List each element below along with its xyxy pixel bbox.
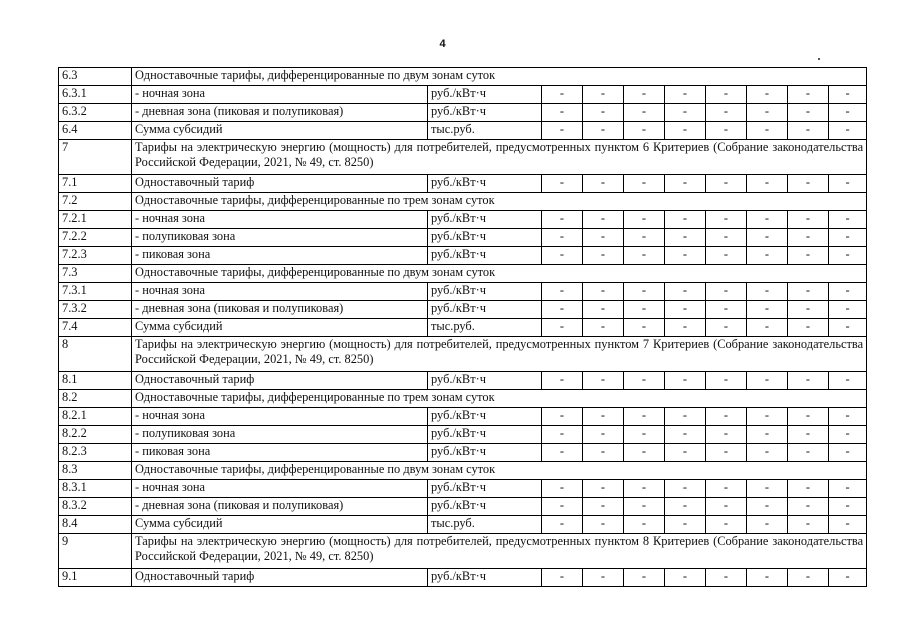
value-cell: -	[583, 86, 624, 104]
value-cell: -	[665, 444, 706, 462]
section-title: Тарифы на электрическую энергию (мощность) для потребителей, предусмотренных пунктом 6 Критериев (Собрание законодательства Российской Федерации, 2021, № 49, ст. 8250)	[132, 140, 867, 175]
value-cell: -	[583, 175, 624, 193]
value-cell: -	[829, 516, 867, 534]
value-cell: -	[542, 444, 583, 462]
row-unit: руб./кВт·ч	[428, 175, 542, 193]
row-number: 6.3.2	[59, 104, 132, 122]
value-cell: -	[583, 480, 624, 498]
row-name: Сумма субсидий	[132, 319, 428, 337]
row-number: 8.2.3	[59, 444, 132, 462]
value-cell: -	[706, 211, 747, 229]
row-number: 7.4	[59, 319, 132, 337]
value-cell: -	[829, 175, 867, 193]
value-cell: -	[829, 426, 867, 444]
table-row	[59, 283, 867, 301]
value-cell: -	[788, 211, 829, 229]
value-cell: -	[747, 104, 788, 122]
value-cell: -	[665, 175, 706, 193]
value-cell: -	[706, 408, 747, 426]
value-cell: -	[542, 301, 583, 319]
subsection-title: Одноставочные тарифы, дифференцированные по двум зонам суток	[132, 265, 867, 283]
row-unit: тыс.руб.	[428, 516, 542, 534]
table-row	[59, 193, 867, 211]
value-cell: -	[788, 122, 829, 140]
table-row	[59, 104, 867, 122]
value-cell: -	[542, 122, 583, 140]
value-cell: -	[829, 283, 867, 301]
value-cell: -	[542, 104, 583, 122]
row-number: 7	[59, 140, 132, 175]
value-cell: -	[747, 426, 788, 444]
row-unit: руб./кВт·ч	[428, 211, 542, 229]
value-cell: -	[542, 569, 583, 587]
value-cell: -	[583, 498, 624, 516]
row-unit: тыс.руб.	[428, 122, 542, 140]
value-cell: -	[665, 372, 706, 390]
row-number: 8.4	[59, 516, 132, 534]
value-cell: -	[583, 301, 624, 319]
value-cell: -	[624, 319, 665, 337]
row-name: Одноставочный тариф	[132, 569, 428, 587]
value-cell: -	[788, 516, 829, 534]
value-cell: -	[583, 569, 624, 587]
table-row	[59, 68, 867, 86]
value-cell: -	[747, 247, 788, 265]
value-cell: -	[583, 516, 624, 534]
row-name: - ночная зона	[132, 211, 428, 229]
section-title: Тарифы на электрическую энергию (мощность) для потребителей, предусмотренных пунктом 8 Критериев (Собрание законодательства Российской Федерации, 2021, № 49, ст. 8250)	[132, 534, 867, 569]
row-number: 8	[59, 337, 132, 372]
row-unit: руб./кВт·ч	[428, 426, 542, 444]
value-cell: -	[706, 283, 747, 301]
row-unit: руб./кВт·ч	[428, 229, 542, 247]
row-unit: тыс.руб.	[428, 319, 542, 337]
row-number: 8.2	[59, 390, 132, 408]
value-cell: -	[706, 104, 747, 122]
row-name: Одноставочный тариф	[132, 372, 428, 390]
value-cell: -	[788, 498, 829, 516]
value-cell: -	[542, 86, 583, 104]
value-cell: -	[665, 86, 706, 104]
row-name: - пиковая зона	[132, 444, 428, 462]
row-name: - полупиковая зона	[132, 426, 428, 444]
value-cell: -	[542, 283, 583, 301]
row-name: - ночная зона	[132, 480, 428, 498]
value-cell: -	[747, 444, 788, 462]
value-cell: -	[788, 86, 829, 104]
table-row	[59, 265, 867, 283]
value-cell: -	[829, 480, 867, 498]
row-unit: руб./кВт·ч	[428, 498, 542, 516]
row-number: 8.3	[59, 462, 132, 480]
value-cell: -	[624, 283, 665, 301]
value-cell: -	[542, 211, 583, 229]
value-cell: -	[788, 480, 829, 498]
value-cell: -	[583, 372, 624, 390]
value-cell: -	[665, 283, 706, 301]
subsection-title: Одноставочные тарифы, дифференцированные по двум зонам суток	[132, 68, 867, 86]
value-cell: -	[829, 498, 867, 516]
row-unit: руб./кВт·ч	[428, 283, 542, 301]
value-cell: -	[788, 426, 829, 444]
value-cell: -	[747, 498, 788, 516]
value-cell: -	[747, 319, 788, 337]
value-cell: -	[624, 569, 665, 587]
row-number: 7.2	[59, 193, 132, 211]
value-cell: -	[624, 122, 665, 140]
value-cell: -	[706, 569, 747, 587]
value-cell: -	[829, 86, 867, 104]
table-row	[59, 86, 867, 104]
value-cell: -	[583, 319, 624, 337]
value-cell: -	[706, 516, 747, 534]
value-cell: -	[624, 408, 665, 426]
section-title: Тарифы на электрическую энергию (мощность) для потребителей, предусмотренных пунктом 7 Критериев (Собрание законодательства Российской Федерации, 2021, № 49, ст. 8250)	[132, 337, 867, 372]
row-unit: руб./кВт·ч	[428, 104, 542, 122]
row-unit: руб./кВт·ч	[428, 247, 542, 265]
row-number: 7.2.1	[59, 211, 132, 229]
table-row	[59, 408, 867, 426]
row-number: 7.3	[59, 265, 132, 283]
value-cell: -	[706, 122, 747, 140]
value-cell: -	[706, 229, 747, 247]
value-cell: -	[624, 426, 665, 444]
value-cell: -	[829, 211, 867, 229]
table-row	[59, 480, 867, 498]
table-row	[59, 444, 867, 462]
table-row	[59, 211, 867, 229]
value-cell: -	[542, 498, 583, 516]
value-cell: -	[706, 175, 747, 193]
value-cell: -	[747, 569, 788, 587]
table-row	[59, 319, 867, 337]
row-name: Сумма субсидий	[132, 516, 428, 534]
value-cell: -	[829, 229, 867, 247]
value-cell: -	[788, 319, 829, 337]
row-unit: руб./кВт·ч	[428, 86, 542, 104]
value-cell: -	[665, 319, 706, 337]
row-number: 9	[59, 534, 132, 569]
value-cell: -	[665, 516, 706, 534]
row-unit: руб./кВт·ч	[428, 480, 542, 498]
row-number: 7.1	[59, 175, 132, 193]
value-cell: -	[829, 104, 867, 122]
value-cell: -	[624, 229, 665, 247]
value-cell: -	[829, 247, 867, 265]
value-cell: -	[624, 211, 665, 229]
table-row	[59, 372, 867, 390]
value-cell: -	[706, 498, 747, 516]
row-unit: руб./кВт·ч	[428, 444, 542, 462]
table-row	[59, 516, 867, 534]
subsection-title: Одноставочные тарифы, дифференцированные по трем зонам суток	[132, 193, 867, 211]
value-cell: -	[829, 569, 867, 587]
value-cell: -	[665, 229, 706, 247]
value-cell: -	[665, 247, 706, 265]
value-cell: -	[829, 301, 867, 319]
row-number: 7.2.3	[59, 247, 132, 265]
value-cell: -	[829, 372, 867, 390]
row-number: 8.2.2	[59, 426, 132, 444]
value-cell: -	[706, 426, 747, 444]
row-unit: руб./кВт·ч	[428, 408, 542, 426]
value-cell: -	[747, 283, 788, 301]
value-cell: -	[665, 301, 706, 319]
value-cell: -	[788, 444, 829, 462]
row-unit: руб./кВт·ч	[428, 372, 542, 390]
table-row	[59, 140, 867, 175]
value-cell: -	[542, 516, 583, 534]
value-cell: -	[583, 247, 624, 265]
value-cell: -	[788, 569, 829, 587]
value-cell: -	[665, 498, 706, 516]
value-cell: -	[665, 122, 706, 140]
row-number: 8.3.1	[59, 480, 132, 498]
table-row	[59, 390, 867, 408]
row-unit: руб./кВт·ч	[428, 301, 542, 319]
table-row	[59, 337, 867, 372]
table-row	[59, 247, 867, 265]
row-name: - дневная зона (пиковая и полупиковая)	[132, 498, 428, 516]
value-cell: -	[542, 480, 583, 498]
row-name: - ночная зона	[132, 86, 428, 104]
value-cell: -	[788, 247, 829, 265]
value-cell: -	[583, 104, 624, 122]
value-cell: -	[665, 569, 706, 587]
value-cell: -	[624, 444, 665, 462]
value-cell: -	[665, 426, 706, 444]
row-number: 6.3.1	[59, 86, 132, 104]
row-number: 6.3	[59, 68, 132, 86]
row-name: Одноставочный тариф	[132, 175, 428, 193]
value-cell: -	[583, 408, 624, 426]
row-unit: руб./кВт·ч	[428, 569, 542, 587]
value-cell: -	[542, 319, 583, 337]
row-name: - дневная зона (пиковая и полупиковая)	[132, 104, 428, 122]
row-name: - полупиковая зона	[132, 229, 428, 247]
value-cell: -	[788, 301, 829, 319]
row-name: Сумма субсидий	[132, 122, 428, 140]
table-row	[59, 122, 867, 140]
value-cell: -	[747, 372, 788, 390]
value-cell: -	[542, 175, 583, 193]
value-cell: -	[665, 211, 706, 229]
value-cell: -	[706, 319, 747, 337]
value-cell: -	[706, 444, 747, 462]
page-number: 4	[439, 38, 446, 50]
value-cell: -	[788, 175, 829, 193]
value-cell: -	[624, 175, 665, 193]
row-number: 8.1	[59, 372, 132, 390]
row-number: 9.1	[59, 569, 132, 587]
table-row	[59, 229, 867, 247]
value-cell: -	[829, 122, 867, 140]
tariff-table	[58, 67, 867, 587]
value-cell: -	[624, 516, 665, 534]
value-cell: -	[747, 301, 788, 319]
table-row	[59, 534, 867, 569]
subsection-title: Одноставочные тарифы, дифференцированные по двум зонам суток	[132, 462, 867, 480]
row-number: 8.3.2	[59, 498, 132, 516]
value-cell: -	[583, 211, 624, 229]
row-number: 7.3.2	[59, 301, 132, 319]
row-number: 6.4	[59, 122, 132, 140]
value-cell: -	[665, 480, 706, 498]
table-row	[59, 426, 867, 444]
value-cell: -	[706, 480, 747, 498]
table-row	[59, 498, 867, 516]
value-cell: -	[788, 229, 829, 247]
table-row	[59, 175, 867, 193]
value-cell: -	[706, 301, 747, 319]
value-cell: -	[624, 480, 665, 498]
value-cell: -	[788, 372, 829, 390]
value-cell: -	[747, 408, 788, 426]
value-cell: -	[624, 301, 665, 319]
value-cell: -	[583, 283, 624, 301]
value-cell: -	[788, 283, 829, 301]
value-cell: -	[747, 229, 788, 247]
value-cell: -	[624, 86, 665, 104]
value-cell: -	[706, 372, 747, 390]
row-number: 8.2.1	[59, 408, 132, 426]
row-name: - ночная зона	[132, 283, 428, 301]
scan-mark	[818, 58, 820, 60]
value-cell: -	[665, 104, 706, 122]
value-cell: -	[788, 104, 829, 122]
value-cell: -	[747, 122, 788, 140]
subsection-title: Одноставочные тарифы, дифференцированные по трем зонам суток	[132, 390, 867, 408]
value-cell: -	[829, 319, 867, 337]
value-cell: -	[624, 372, 665, 390]
table-row	[59, 301, 867, 319]
row-number: 7.2.2	[59, 229, 132, 247]
table-row	[59, 462, 867, 480]
value-cell: -	[624, 247, 665, 265]
value-cell: -	[706, 86, 747, 104]
value-cell: -	[583, 444, 624, 462]
value-cell: -	[542, 247, 583, 265]
value-cell: -	[583, 122, 624, 140]
value-cell: -	[747, 86, 788, 104]
value-cell: -	[583, 229, 624, 247]
value-cell: -	[542, 229, 583, 247]
value-cell: -	[583, 426, 624, 444]
value-cell: -	[747, 175, 788, 193]
value-cell: -	[747, 211, 788, 229]
value-cell: -	[706, 247, 747, 265]
value-cell: -	[542, 408, 583, 426]
row-number: 7.3.1	[59, 283, 132, 301]
table-row	[59, 569, 867, 587]
row-name: - дневная зона (пиковая и полупиковая)	[132, 301, 428, 319]
value-cell: -	[624, 498, 665, 516]
value-cell: -	[665, 408, 706, 426]
value-cell: -	[747, 516, 788, 534]
value-cell: -	[624, 104, 665, 122]
value-cell: -	[542, 372, 583, 390]
value-cell: -	[542, 426, 583, 444]
value-cell: -	[788, 408, 829, 426]
value-cell: -	[829, 408, 867, 426]
value-cell: -	[829, 444, 867, 462]
row-name: - пиковая зона	[132, 247, 428, 265]
value-cell: -	[747, 480, 788, 498]
row-name: - ночная зона	[132, 408, 428, 426]
